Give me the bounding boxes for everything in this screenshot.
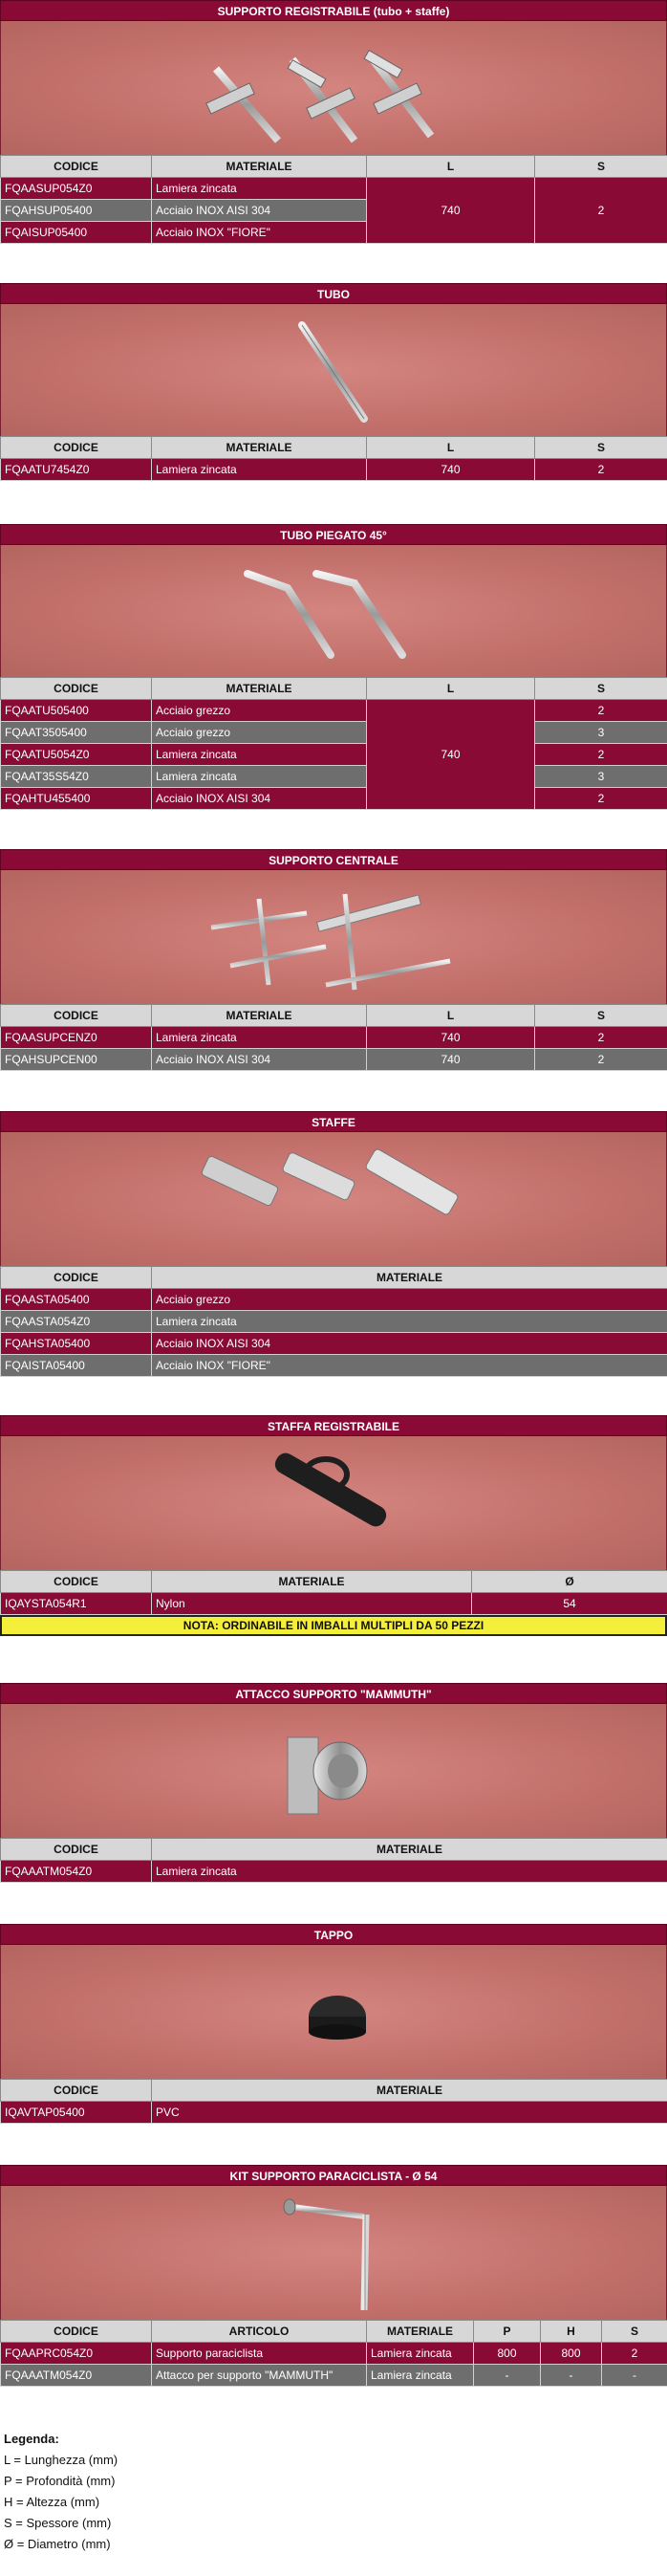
product-table [0,1570,667,1615]
cell-codice: FQAAATM054Z0 [1,1861,152,1883]
col-codice: CODICE [1,1839,152,1861]
product-image-attacco-mammuth [0,1704,667,1838]
cell-codice: FQAASUP054Z0 [1,178,152,200]
section-title: SUPPORTO REGISTRABILE (tubo + staffe) [0,0,667,21]
table-row [1,1289,667,1311]
col-s: S [535,1005,667,1027]
col-s: S [535,678,667,700]
table-row [1,178,667,200]
col-codice: CODICE [1,156,152,178]
col-materiale: MATERIALE [152,156,367,178]
table-row [1,459,667,481]
cell-materiale: Lamiera zincata [152,459,367,481]
section-tubo [0,283,667,481]
col-codice: CODICE [1,1267,152,1289]
table-row [1,2343,667,2365]
section-tubo-piegato [0,524,667,810]
cell-materiale: Acciaio INOX AISI 304 [152,200,367,222]
cell-s: 3 [535,766,667,788]
section-staffa-registrabile [0,1415,667,1636]
product-table [0,436,667,481]
col-materiale: MATERIALE [152,1267,667,1289]
cell-codice: IQAVTAP05400 [1,2102,152,2124]
product-table [0,2320,667,2387]
cell-materiale: Lamiera zincata [152,178,367,200]
cell-materiale: Acciaio INOX "FIORE" [152,222,367,244]
col-articolo: ARTICOLO [152,2321,367,2343]
cell-articolo: Supporto paraciclista [152,2343,367,2365]
cell-codice: FQAATU7454Z0 [1,459,152,481]
cell-s: 2 [535,178,667,244]
cell-materiale: PVC [152,2102,667,2124]
col-materiale: MATERIALE [152,1571,472,1593]
cell-materiale: Acciaio grezzo [152,722,367,744]
section-staffe [0,1111,667,1377]
col-s: S [602,2321,667,2343]
cell-codice: IQAYSTA054R1 [1,1593,152,1615]
cell-materiale: Lamiera zincata [152,744,367,766]
product-table [0,1838,667,1883]
col-diametro: Ø [472,1571,667,1593]
col-materiale: MATERIALE [152,678,367,700]
table-row [1,1333,667,1355]
cell-codice: FQAHSUP05400 [1,200,152,222]
cell-materiale: Acciaio INOX AISI 304 [152,788,367,810]
section-title: TAPPO [0,1924,667,1945]
cell-materiale: Acciaio grezzo [152,1289,667,1311]
cell-s: 2 [535,744,667,766]
cell-materiale: Lamiera zincata [367,2343,474,2365]
product-image-tappo [0,1945,667,2079]
cell-p: - [474,2365,541,2387]
section-title: TUBO PIEGATO 45° [0,524,667,545]
table-row [1,1861,667,1883]
cell-s: 3 [535,722,667,744]
col-l: L [367,1005,535,1027]
section-supporto-centrale [0,849,667,1071]
section-title: SUPPORTO CENTRALE [0,849,667,870]
product-image-tubo-piegato [0,545,667,677]
legend-item: L = Lunghezza (mm) [4,2453,118,2467]
section-title: STAFFA REGISTRABILE [0,1415,667,1436]
col-materiale: MATERIALE [152,1005,367,1027]
cell-l: 740 [367,700,535,810]
product-image-supporto-registrabile [0,21,667,155]
col-s: S [535,156,667,178]
cell-codice: FQAATU5054Z0 [1,744,152,766]
order-note: NOTA: ORDINABILE IN IMBALLI MULTIPLI DA 50 PEZZI [0,1615,667,1636]
section-supporto-registrabile [0,0,667,244]
product-image-staffe [0,1132,667,1266]
legend-item: S = Spessore (mm) [4,2516,112,2530]
cell-codice: FQAISTA05400 [1,1355,152,1377]
cell-materiale: Acciaio INOX AISI 304 [152,1049,367,1071]
col-l: L [367,437,535,459]
cell-s: 2 [535,459,667,481]
cell-articolo: Attacco per supporto "MAMMUTH" [152,2365,367,2387]
product-table [0,677,667,810]
product-table [0,2079,667,2124]
legend-item: Ø = Diametro (mm) [4,2537,111,2551]
col-codice: CODICE [1,1005,152,1027]
cell-materiale: Acciaio INOX AISI 304 [152,1333,667,1355]
cell-materiale: Lamiera zincata [367,2365,474,2387]
section-attacco-mammuth [0,1683,667,1883]
cell-materiale: Nylon [152,1593,472,1615]
table-row [1,2102,667,2124]
cell-s: 2 [602,2343,667,2365]
section-title: TUBO [0,283,667,304]
cell-materiale: Lamiera zincata [152,1311,667,1333]
col-codice: CODICE [1,2321,152,2343]
cell-h: - [541,2365,602,2387]
cell-codice: FQAHSTA05400 [1,1333,152,1355]
cell-materiale: Lamiera zincata [152,1861,667,1883]
col-codice: CODICE [1,437,152,459]
cell-l: 740 [367,1027,535,1049]
legend [4,2429,118,2555]
cell-codice: FQAASUPCENZ0 [1,1027,152,1049]
cell-materiale: Lamiera zincata [152,766,367,788]
cell-h: 800 [541,2343,602,2365]
legend-item: P = Profondità (mm) [4,2474,116,2488]
cell-codice: FQAHTU455400 [1,788,152,810]
col-l: L [367,156,535,178]
cell-s: 2 [535,700,667,722]
col-materiale: MATERIALE [367,2321,474,2343]
product-image-staffa-registrabile [0,1436,667,1570]
table-row [1,1049,667,1071]
section-tappo [0,1924,667,2124]
cell-l: 740 [367,459,535,481]
section-title: STAFFE [0,1111,667,1132]
legend-title: Legenda: [4,2432,59,2446]
cell-materiale: Acciaio grezzo [152,700,367,722]
col-codice: CODICE [1,1571,152,1593]
col-codice: CODICE [1,2080,152,2102]
cell-s: - [602,2365,667,2387]
product-table [0,1004,667,1071]
col-h: H [541,2321,602,2343]
table-row [1,1027,667,1049]
cell-diametro: 54 [472,1593,667,1615]
product-image-tubo [0,304,667,436]
table-row [1,722,667,744]
cell-l: 740 [367,178,535,244]
product-image-kit-paraciclista [0,2186,667,2320]
cell-codice: FQAAATM054Z0 [1,2365,152,2387]
section-title: ATTACCO SUPPORTO "MAMMUTH" [0,1683,667,1704]
cell-p: 800 [474,2343,541,2365]
product-table [0,1266,667,1377]
cell-s: 2 [535,1027,667,1049]
table-row [1,766,667,788]
cell-codice: FQAHSUPCEN00 [1,1049,152,1071]
cell-codice: FQAASTA054Z0 [1,1311,152,1333]
section-title: KIT SUPPORTO PARACICLISTA - Ø 54 [0,2165,667,2186]
cell-s: 2 [535,788,667,810]
col-materiale: MATERIALE [152,2080,667,2102]
product-table [0,155,667,244]
cell-materiale: Acciaio INOX "FIORE" [152,1355,667,1377]
col-l: L [367,678,535,700]
cell-codice: FQAAT35S54Z0 [1,766,152,788]
table-row [1,1311,667,1333]
cell-codice: FQAAT3505400 [1,722,152,744]
table-row [1,2365,667,2387]
legend-item: H = Altezza (mm) [4,2495,100,2509]
table-row [1,788,667,810]
cell-codice: FQAATU505400 [1,700,152,722]
product-image-supporto-centrale [0,870,667,1004]
table-row [1,1593,667,1615]
cell-codice: FQAASTA05400 [1,1289,152,1311]
cell-l: 740 [367,1049,535,1071]
cell-materiale: Lamiera zincata [152,1027,367,1049]
table-row [1,700,667,722]
col-codice: CODICE [1,678,152,700]
cell-codice: FQAAPRC054Z0 [1,2343,152,2365]
col-s: S [535,437,667,459]
section-kit-paraciclista [0,2165,667,2387]
col-materiale: MATERIALE [152,1839,667,1861]
cell-codice: FQAISUP05400 [1,222,152,244]
table-row [1,1355,667,1377]
table-row [1,744,667,766]
col-materiale: MATERIALE [152,437,367,459]
cell-s: 2 [535,1049,667,1071]
col-p: P [474,2321,541,2343]
